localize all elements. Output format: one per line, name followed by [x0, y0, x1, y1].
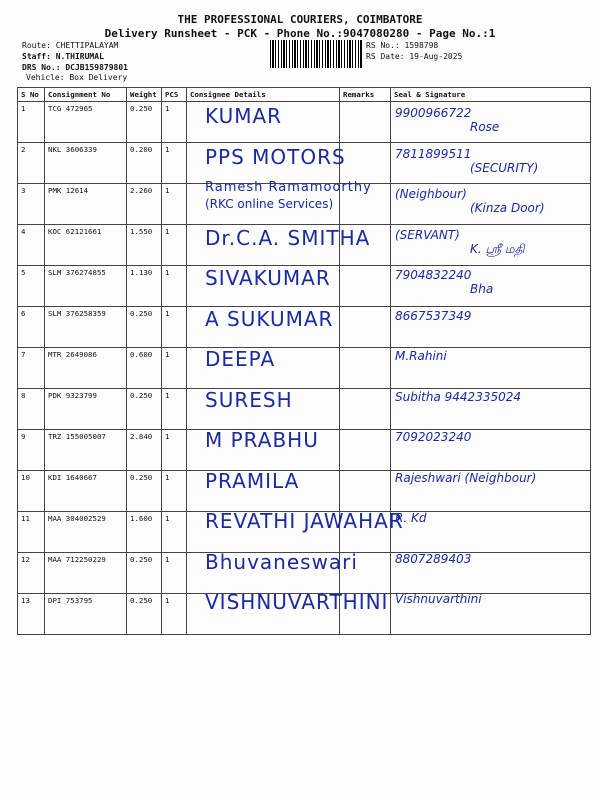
- cell-wt: 0.200: [127, 143, 162, 184]
- consignee-handwriting: Bhuvaneswari: [205, 549, 358, 574]
- col-consignment: Consignment No: [45, 88, 127, 102]
- rs-no-label: RS No.: 1598798: [366, 41, 439, 50]
- cell-cons: PDK 9323799: [45, 389, 127, 430]
- cell-cons: MTR 2649086: [45, 348, 127, 389]
- table-row: [18, 348, 591, 389]
- consignee-handwriting: Ramesh Ramamoorthy: [205, 180, 372, 195]
- cell-pcs: 1: [162, 225, 187, 266]
- barcode: [270, 40, 362, 68]
- cell-cons: KDI 1640667: [45, 471, 127, 512]
- cell-pcs: 1: [162, 102, 187, 143]
- cell-wt: 2.260: [127, 184, 162, 225]
- cell-cons: MAA 304002529: [45, 512, 127, 553]
- cell-pcs: 1: [162, 471, 187, 512]
- signature-handwriting: Vishnuvarthini: [395, 592, 482, 606]
- signature-handwriting: Rajeshwari (Neighbour): [395, 470, 537, 485]
- cell-sno: 9: [18, 430, 45, 471]
- signature-handwriting: 9900966722: [395, 106, 472, 120]
- signature-handwriting-line2: (SECURITY): [470, 160, 539, 175]
- cell-remarks: [340, 143, 391, 184]
- col-signature: Seal & Signature: [391, 88, 591, 102]
- signature-handwriting: M.Rahini: [395, 349, 447, 363]
- col-remarks: Remarks: [340, 88, 391, 102]
- cell-wt: 0.250: [127, 594, 162, 635]
- signature-handwriting-line2: Rose: [470, 120, 500, 134]
- cell-pcs: 1: [162, 184, 187, 225]
- consignee-handwriting: KUMAR: [205, 104, 283, 128]
- cell-remarks: [340, 266, 391, 307]
- cell-sno: 2: [18, 143, 45, 184]
- cell-sno: 8: [18, 389, 45, 430]
- cell-wt: 1.600: [127, 512, 162, 553]
- cell-wt: 1.130: [127, 266, 162, 307]
- signature-handwriting: R. Kd: [395, 511, 427, 525]
- signature-handwriting-line2: K. ஸ்ரீ மதி: [470, 241, 525, 256]
- col-consignee: Consignee Details: [187, 88, 340, 102]
- cell-pcs: 1: [162, 594, 187, 635]
- cell-pcs: 1: [162, 266, 187, 307]
- cell-cons: DPI 753795: [45, 594, 127, 635]
- consignee-handwriting: PRAMILA: [205, 468, 300, 493]
- col-weight: Weight: [127, 88, 162, 102]
- cell-remarks: [340, 389, 391, 430]
- cell-remarks: [340, 102, 391, 143]
- cell-cons: SLM 376258359: [45, 307, 127, 348]
- table-row: [18, 102, 591, 143]
- vehicle-label: Vehicle: Box Delivery: [26, 73, 128, 82]
- cell-wt: 0.250: [127, 471, 162, 512]
- cell-sno: 1: [18, 102, 45, 143]
- signature-handwriting: 8667537349: [395, 308, 472, 323]
- cell-wt: 0.250: [127, 307, 162, 348]
- cell-pcs: 1: [162, 348, 187, 389]
- signature-handwriting: 7811899511: [395, 146, 472, 161]
- rs-date-label: RS Date: 19-Aug-2025: [366, 52, 463, 61]
- route-label: Route: CHETTIPALAYAM: [22, 41, 119, 50]
- cell-pcs: 1: [162, 389, 187, 430]
- cell-cons: SLM 376274855: [45, 266, 127, 307]
- company-title: THE PROFESSIONAL COURIERS, COIMBATORE: [177, 13, 423, 26]
- cell-remarks: [340, 471, 391, 512]
- runsheet-title: Delivery Runsheet - PCK - Phone No.:9047080280 - Page No.:1: [104, 27, 496, 40]
- cell-sno: 13: [18, 594, 45, 635]
- consignee-handwriting: Dr.C.A. SMITHA: [205, 225, 371, 250]
- cell-cons: TRZ 155005007: [45, 430, 127, 471]
- consignee-handwriting: SIVAKUMAR: [205, 266, 331, 290]
- consignee-handwriting: DEEPA: [205, 347, 276, 371]
- cell-remarks: [340, 430, 391, 471]
- table-header-row: [18, 88, 591, 102]
- signature-handwriting-line2: Bha: [470, 282, 494, 296]
- cell-wt: 0.250: [127, 553, 162, 594]
- cell-cons: PMK 12614: [45, 184, 127, 225]
- cell-wt: 0.250: [127, 102, 162, 143]
- consignee-handwriting: VISHNUVARTHINI: [205, 590, 389, 614]
- cell-sno: 6: [18, 307, 45, 348]
- cell-cons: KOC 62121661: [45, 225, 127, 266]
- cell-sno: 3: [18, 184, 45, 225]
- col-sno: S No: [18, 88, 45, 102]
- consignee-handwriting-line2: (RKC online Services): [205, 197, 334, 211]
- cell-pcs: 1: [162, 553, 187, 594]
- signature-handwriting: (Neighbour): [395, 187, 467, 201]
- cell-remarks: [340, 307, 391, 348]
- cell-sno: 5: [18, 266, 45, 307]
- signature-handwriting: (SERVANT): [395, 227, 460, 242]
- col-pcs: PCS: [162, 88, 187, 102]
- cell-cons: NKL 3606339: [45, 143, 127, 184]
- cell-sno: 11: [18, 512, 45, 553]
- drs-label: DRS No.: DCJB159879801: [22, 63, 128, 72]
- cell-pcs: 1: [162, 512, 187, 553]
- consignee-handwriting: A SUKUMAR: [205, 306, 334, 331]
- cell-cons: MAA 712250229: [45, 553, 127, 594]
- consignee-handwriting: M PRABHU: [205, 428, 319, 452]
- cell-wt: 0.600: [127, 348, 162, 389]
- cell-wt: 0.250: [127, 389, 162, 430]
- cell-pcs: 1: [162, 307, 187, 348]
- cell-pcs: 1: [162, 143, 187, 184]
- cell-sno: 10: [18, 471, 45, 512]
- cell-sno: 12: [18, 553, 45, 594]
- staff-label: Staff: N.THIRUMAL: [22, 52, 104, 61]
- cell-sno: 4: [18, 225, 45, 266]
- cell-remarks: [340, 348, 391, 389]
- cell-wt: 2.840: [127, 430, 162, 471]
- signature-handwriting: 7904832240: [395, 268, 472, 282]
- consignee-handwriting: PPS MOTORS: [205, 144, 346, 169]
- cell-wt: 1.550: [127, 225, 162, 266]
- consignee-handwriting: SURESH: [205, 387, 293, 412]
- signature-handwriting: 8807289403: [395, 551, 472, 566]
- signature-handwriting: 7092023240: [395, 430, 472, 444]
- cell-sno: 7: [18, 348, 45, 389]
- cell-cons: TCG 472965: [45, 102, 127, 143]
- signature-handwriting-line2: (Kinza Door): [470, 201, 545, 215]
- consignee-handwriting: REVATHI JAWAHAR: [205, 509, 404, 533]
- cell-pcs: 1: [162, 430, 187, 471]
- signature-handwriting: Subitha 9442335024: [395, 389, 521, 404]
